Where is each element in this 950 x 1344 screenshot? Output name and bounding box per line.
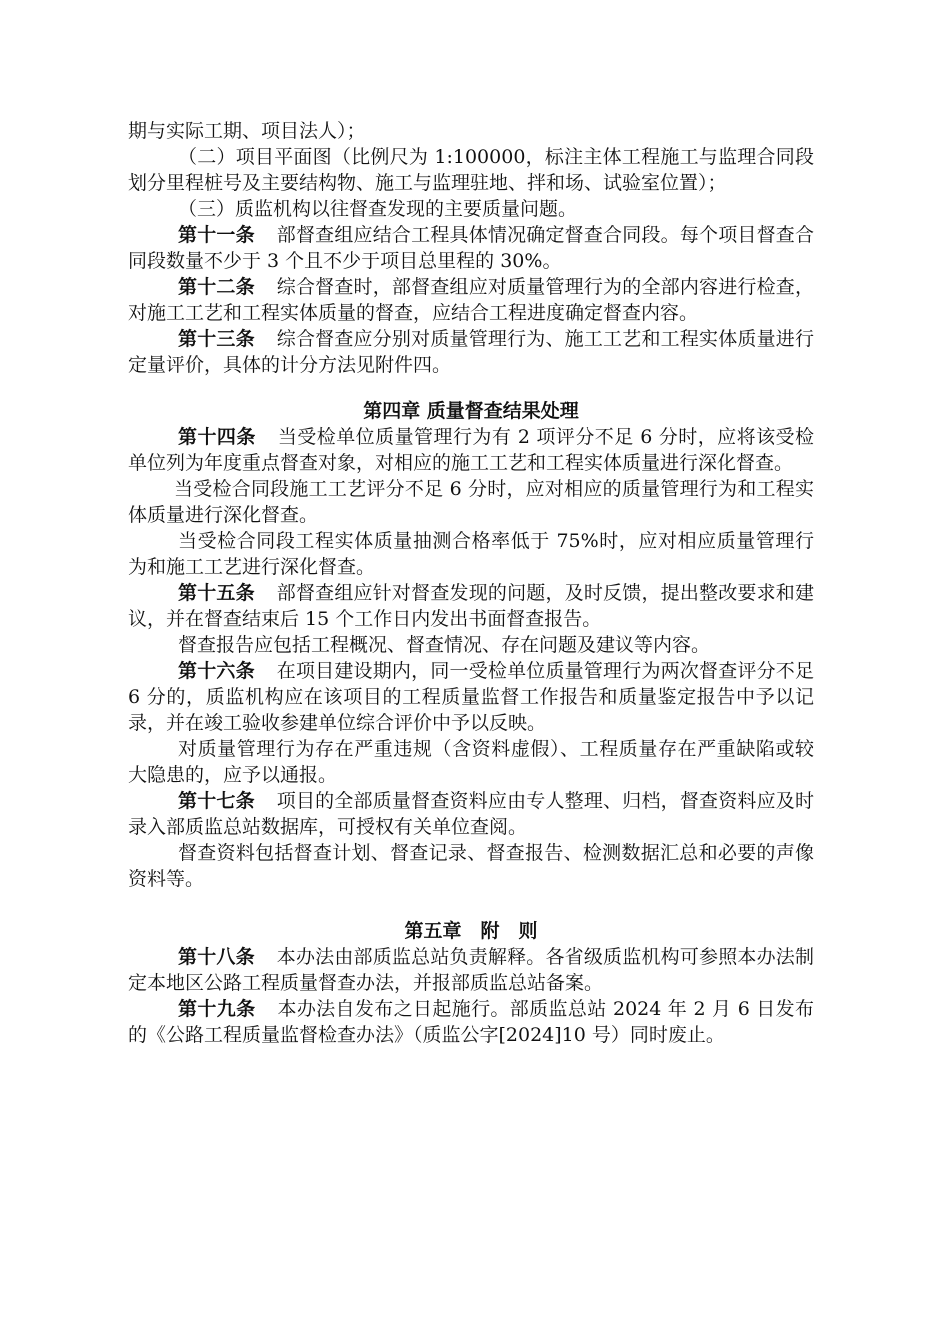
article-11 <box>128 222 814 274</box>
article-17 <box>128 788 814 840</box>
paragraph: 对质量管理行为存在严重违规（含资料虚假）、工程质量存在严重缺陷或较大隐患的，应予以通报。 <box>128 738 814 786</box>
article-label: 第十六条 <box>178 660 255 682</box>
list-item-3: （三）质监机构以往督查发现的主要质量问题。 <box>178 198 578 220</box>
article-label: 第十七条 <box>178 790 255 812</box>
paragraph: 当受检合同段施工工艺评分不足 6 分时，应对相应的质量管理行为和工程实体质量进行深化督查。 <box>128 478 814 526</box>
list-item-2: （二）项目平面图（比例尺为 1:100000，标注主体工程施工与监理合同段划分里程桩号及主要结构物、施工与监理驻地、拌和场、试验室位置）； <box>128 146 814 194</box>
article-13 <box>128 326 814 378</box>
article-text: 部督查组应结合工程具体情况确定督查合同段。每个项目督查合同段数量不少于 3 个且不少于项目总里程的 30%。 <box>128 224 814 272</box>
paragraph: 督查报告应包括工程概况、督查情况、存在问题及建议等内容。 <box>178 634 711 656</box>
article-text: 当受检单位质量管理行为有 2 项评分不足 6 分时，应将该受检单位列为年度重点督查对象，对相应的施工工艺和工程实体质量进行深化督查。 <box>128 426 814 474</box>
article-text: 综合督查应分别对质量管理行为、施工工艺和工程实体质量进行定量评价，具体的计分方法见附件四。 <box>128 328 814 376</box>
article-15 <box>128 580 814 632</box>
article-label: 第十五条 <box>178 582 255 604</box>
chapter-heading-5: 第五章 附 则 <box>404 920 538 942</box>
article-text: 综合督查时，部督查组应对质量管理行为的全部内容进行检查，对施工工艺和工程实体质量的督查，应结合工程进度确定督查内容。 <box>128 276 814 324</box>
article-text: 在项目建设期内，同一受检单位质量管理行为两次督查评分不足 6 分的，质监机构应在该项目的工程质量监督工作报告和质量鉴定报告中予以记录，并在竣工验收参建单位综合评价中予以反映。 <box>128 660 814 734</box>
article-14 <box>128 424 814 476</box>
article-text: 本办法由部质监总站负责解释。各省级质监机构可参照本办法制定本地区公路工程质量督查办法，并报部质监总站备案。 <box>128 946 814 994</box>
paragraph: 当受检合同段工程实体质量抽测合格率低于 75%时，应对相应质量管理行为和施工工艺进行深化督查。 <box>128 530 814 578</box>
chapter-heading-4: 第四章 质量督查结果处理 <box>363 400 579 422</box>
article-text: 部督查组应针对督查发现的问题，及时反馈，提出整改要求和建议，并在督查结束后 15 个工作日内发出书面督查报告。 <box>128 582 814 630</box>
article-label: 第十三条 <box>178 328 255 350</box>
article-label: 第十二条 <box>178 276 255 298</box>
paragraph-continuation: 期与实际工期、项目法人）； <box>128 120 366 142</box>
article-19 <box>128 996 814 1048</box>
article-12 <box>128 274 814 326</box>
article-label: 第十九条 <box>178 998 256 1020</box>
article-label: 第十八条 <box>178 946 255 968</box>
article-label: 第十四条 <box>178 426 256 448</box>
article-text: 项目的全部质量督查资料应由专人整理、归档，督查资料应及时录入部质监总站数据库，可授权有关单位查阅。 <box>128 790 814 838</box>
document-body <box>128 118 814 1048</box>
article-text: 本办法自发布之日起施行。部质监总站 2024 年 2 月 6 日发布的《公路工程质量监督检查办法》（质监公字[2024]10 号）同时废止。 <box>128 998 814 1046</box>
paragraph: 督查资料包括督查计划、督查记录、督查报告、检测数据汇总和必要的声像资料等。 <box>128 842 814 890</box>
article-label: 第十一条 <box>178 224 255 246</box>
article-16 <box>128 658 814 736</box>
article-18 <box>128 944 814 996</box>
